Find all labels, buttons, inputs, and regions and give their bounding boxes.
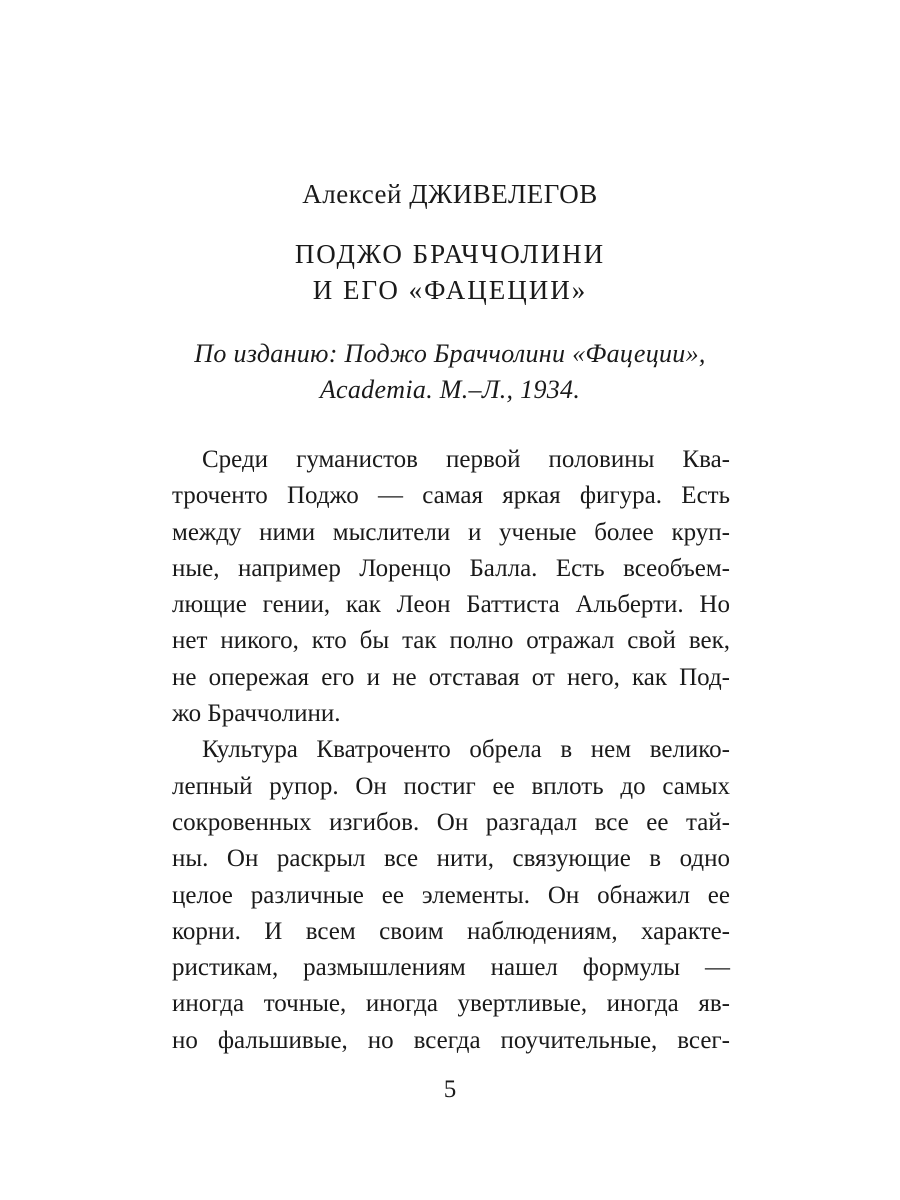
chapter-title xyxy=(0,236,900,308)
text-line: но фальшивые, но всегда поучительные, всег- xyxy=(172,1026,730,1054)
text-line: троченто Поджо — самая яркая фигура. Есть xyxy=(172,482,730,510)
text-line: ны. Он раскрыл все нити, связующие в одно xyxy=(172,845,730,873)
text-line: целое различные ее элементы. Он обнажил ее xyxy=(172,881,730,909)
text-line: между ними мыслители и ученые более круп- xyxy=(172,518,730,546)
chapter-title-line: ПОДЖО БРАЧЧОЛИНИ xyxy=(294,239,606,269)
source-note xyxy=(0,336,900,408)
paragraph xyxy=(172,732,730,1059)
text-line: корни. И всем своим наблюдениям, характе- xyxy=(172,917,730,945)
paragraph xyxy=(172,442,730,732)
author-name: Алексей ДЖИВЕЛЕГОВ xyxy=(302,179,598,209)
chapter-title-line: И ЕГО «ФАЦЕЦИИ» xyxy=(312,275,588,305)
text-line: ные, например Лоренцо Балла. Есть всеобъем- xyxy=(172,554,730,582)
body-text xyxy=(172,442,730,1059)
source-note-line: По изданию: Поджо Браччолини «Фацеции», xyxy=(194,339,706,368)
text-line: не опережая его и не отставая от него, как Под- xyxy=(172,663,730,691)
text-line: сокровенных изгибов. Он разгадал все ее тай- xyxy=(172,808,730,836)
text-line: лющие гении, как Леон Баттиста Альберти. Но xyxy=(172,591,730,619)
text-line: иногда точные, иногда увертливые, иногда яв- xyxy=(172,990,730,1018)
text-line: ристикам, размышлениям нашел формулы — xyxy=(172,954,730,982)
text-line: жо Браччолини. xyxy=(172,700,341,728)
source-note-line: Academia. М.–Л., 1934. xyxy=(319,375,581,404)
page-number: 5 xyxy=(443,1076,457,1103)
text-line: Культура Кватроченто обрела в нем велико- xyxy=(202,736,730,764)
text-line: лепный рупор. Он постиг ее вплоть до самых xyxy=(172,772,730,800)
text-line: нет никого, кто бы так полно отражал свой век, xyxy=(172,627,730,655)
text-line: Среди гуманистов первой половины Ква- xyxy=(202,446,730,473)
